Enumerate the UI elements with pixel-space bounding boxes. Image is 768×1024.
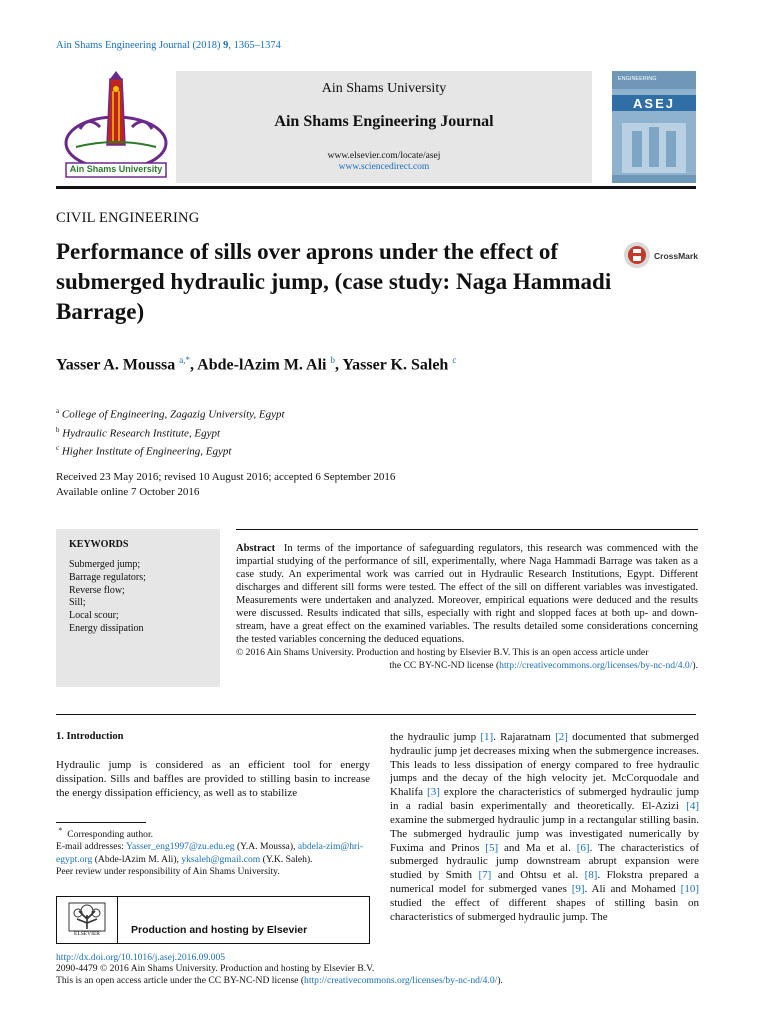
abstract-body — [236, 542, 698, 646]
keyword-item: Energy dissipation — [69, 622, 144, 634]
email-owner: (Y.K. Saleh). — [260, 853, 313, 865]
author-name: Yasser K. Saleh — [342, 356, 449, 374]
author-affiliation-marker[interactable]: b — [330, 355, 335, 365]
journal-citation — [56, 40, 281, 51]
author-name: Yasser A. Moussa — [56, 356, 176, 374]
citation-journal: Ain Shams Engineering Journal (2018) — [56, 40, 224, 51]
affiliation-marker: a — [56, 407, 60, 415]
crossmark-label: CrossMark — [654, 251, 698, 261]
peer-review-note: Peer review under responsibility of Ain Shams University. — [56, 866, 280, 878]
body-text: studied the effect of different shapes of stilling basin on characteristics of submerged hydraulic jump. The — [390, 896, 699, 923]
received-dates: Received 23 May 2016; revised 10 August 2016; accepted 6 September 2016 — [56, 471, 396, 483]
body-text: and Ohtsu et al. — [491, 869, 585, 882]
keyword-item: Barrage regulators; — [69, 571, 146, 583]
keyword-item: Sill; — [69, 597, 86, 609]
license-link[interactable]: http://creativecommons.org/licenses/by-nc-nd/4.0/ — [304, 974, 498, 986]
introduction-heading: 1. Introduction — [56, 731, 124, 742]
author-affiliation-marker[interactable]: a,* — [179, 355, 191, 365]
body-text: documented that submerged hydraulic jump jet decreases mixing when the submergence increases. This leads to less dissipation of energy compared to free hydraulic jumps and the decay of the high velocity jet. McCorquodale and Khalifa — [390, 731, 700, 799]
doi-link[interactable]: http://dx.doi.org/10.1016/j.asej.2016.09.005 — [56, 952, 226, 963]
affiliation — [56, 441, 285, 460]
journal-url[interactable]: www.elsevier.com/locate/asej — [327, 151, 441, 161]
reference-link[interactable]: [3] — [427, 786, 440, 799]
license-prefix: the CC BY-NC-ND license ( — [389, 660, 500, 672]
university-name: Ain Shams University — [321, 81, 447, 96]
abstract-copyright: © 2016 Ain Shams University. Production and hosting by Elsevier B.V. This is an open access article under — [236, 647, 649, 659]
section-divider — [56, 714, 696, 715]
affiliation-marker: b — [56, 425, 60, 434]
reference-link[interactable]: [9] — [571, 882, 585, 895]
author-list: Yasser A. Moussa $^{a,*}$, Abde-lAzim M. Ali $^b$, Yasser K. Saleh $^c$ — [56, 355, 457, 374]
introduction-text: Hydraulic jump is considered as an efficient tool for energy dissipation. Sills and baffles are provided to stilling basin to increase the energy dissipation efficiency, as well as to stabilize — [56, 759, 370, 799]
sciencedirect-link[interactable]: www.sciencedirect.com — [338, 162, 430, 172]
body-text: . Rajaratnam — [493, 731, 556, 743]
journal-cover-image — [612, 71, 696, 183]
body-text: examine the submerged hydraulic jump in a rectangular stilling basin. The submerged hydraulic jump was investigated numerically by Fuxima and Prinos — [390, 813, 699, 854]
crossmark-icon — [622, 240, 652, 270]
reference-link[interactable]: [5] — [485, 841, 499, 854]
keywords-heading: KEYWORDS — [69, 539, 129, 550]
article-title: Performance of sills over aprons under the effect of submerged hydraulic jump, (case study: Naga Hammadi Barrage) — [56, 239, 612, 324]
reference-link[interactable]: [1] — [480, 731, 494, 743]
introduction-continued — [390, 731, 699, 924]
footnote-rule — [56, 822, 146, 823]
issn-line: 2090-4479 © 2016 Ain Shams University. Production and hosting by Elsevier B.V. — [56, 963, 375, 975]
body-text: explore the characteristics of submerged hydraulic jump in a radial basin experimentally and theoretically. El-Azizi — [390, 786, 699, 813]
email-link[interactable]: yksaleh@gmail.com — [181, 853, 261, 865]
open-access-suffix: ). — [497, 974, 503, 986]
elsevier-logo-text: ELSEVIER — [74, 931, 100, 937]
email-owner: (Abde-lAzim M. Ali), — [92, 853, 182, 865]
abstract-text: In terms of the importance of safeguarding regulators, this research was commenced with the impartial studying of the performance of sill, experimentally, where Naga Hammadi Barrage was taken as a case study. An experimental work was carried out in Hydraulic Research Institutions, Egypt. Different discharges and different sill forms were tested. The effect of the sill on different variables was investigated. Measurements were undertaken and analyzed. Moreover, empirical equations were deduced and the results were discussed. Results indicated that sills, especially with right and slopped faces at both up- and down-stream, have a great effect on the examined variables. The results detailed some considerations concerning the tested variables concerning the deduced equations. — [236, 543, 699, 646]
production-text: Production and hosting by Elsevier — [131, 924, 308, 936]
body-text: and Ma et al. — [498, 841, 577, 854]
affiliation-text: Hydraulic Research Institute, Egypt — [62, 427, 221, 440]
abstract-top-rule — [236, 529, 698, 530]
author-affiliation-marker[interactable]: c — [452, 355, 457, 365]
cover-label: ENGINEERING — [618, 76, 657, 82]
elsevier-divider — [117, 897, 118, 943]
affiliation-text: Higher Institute of Engineering, Egypt — [61, 445, 232, 458]
citation-volume: 9 — [223, 40, 229, 51]
affiliation-list — [56, 404, 285, 460]
keyword-item: Reverse flow; — [69, 584, 125, 596]
affiliation-marker: c — [56, 444, 60, 453]
cover-title: ASEJ — [633, 96, 675, 111]
body-text: the hydraulic jump — [390, 731, 481, 743]
reference-link[interactable]: [6] — [576, 841, 590, 854]
email-link[interactable]: Yasser_eng1997@zu.edu.eg — [125, 841, 235, 853]
body-text: . Flokstra prepared a numerical model for submerged vanes — [390, 869, 700, 895]
university-logo — [56, 71, 176, 183]
corresponding-text: Corresponding author. — [67, 829, 154, 841]
elsevier-production-box — [56, 896, 370, 944]
abstract-license — [236, 659, 698, 672]
keyword-item: Submerged jump; — [69, 559, 141, 570]
keyword-item: Local scour; — [69, 610, 119, 622]
keywords-box — [56, 529, 220, 687]
reference-link[interactable]: [2] — [555, 731, 568, 743]
journal-name: Ain Shams Engineering Journal — [274, 113, 494, 130]
email-owner: (Y.A. Moussa), — [234, 841, 298, 853]
affiliation — [56, 404, 285, 423]
license-suffix: ). — [692, 660, 698, 672]
author-name: Abde-lAzim M. Ali — [197, 356, 327, 374]
reference-link[interactable]: [10] — [680, 882, 699, 895]
corresponding-author-note: * Corresponding author. — [58, 826, 154, 841]
email-addresses — [56, 841, 370, 866]
abstract-label: Abstract — [236, 543, 276, 554]
footnotes — [56, 825, 370, 878]
reference-link[interactable]: [7] — [478, 869, 492, 882]
reference-link[interactable]: [8] — [584, 869, 598, 882]
body-text: . Ali and Mohamed — [584, 882, 681, 895]
affiliation-text: College of Engineering, Zagazig University, Egypt — [61, 408, 285, 421]
journal-cover-graphic — [612, 71, 696, 183]
journal-header — [56, 71, 696, 183]
article-history — [56, 470, 395, 499]
license-link[interactable]: http://creativecommons.org/licenses/by-nc-nd/4.0/ — [499, 660, 693, 672]
section-label: CIVIL ENGINEERING — [56, 210, 200, 226]
reference-link[interactable]: [4] — [686, 800, 699, 813]
affiliation — [56, 423, 285, 442]
abstract-section — [236, 529, 698, 672]
online-date: Available online 7 October 2016 — [56, 485, 200, 498]
citation-pages: , 1365–1374 — [228, 40, 281, 51]
page-footer — [56, 952, 716, 986]
open-access-line — [56, 975, 716, 986]
email-link[interactable]: abdela-zim@hri-egypt.org — [56, 841, 364, 865]
open-access-prefix: This is an open access article under the CC BY-NC-ND license ( — [56, 974, 305, 986]
body-text: . The characteristics of submerged hydraulic jump downstream abrupt expansion were studied by Smith — [390, 841, 699, 882]
email-label: E-mail addresses: — [56, 841, 126, 853]
journal-info-box — [176, 71, 592, 183]
header-divider — [56, 186, 696, 189]
crossmark-badge[interactable] — [622, 240, 712, 274]
logo-caption: Ain Shams University — [69, 164, 163, 174]
